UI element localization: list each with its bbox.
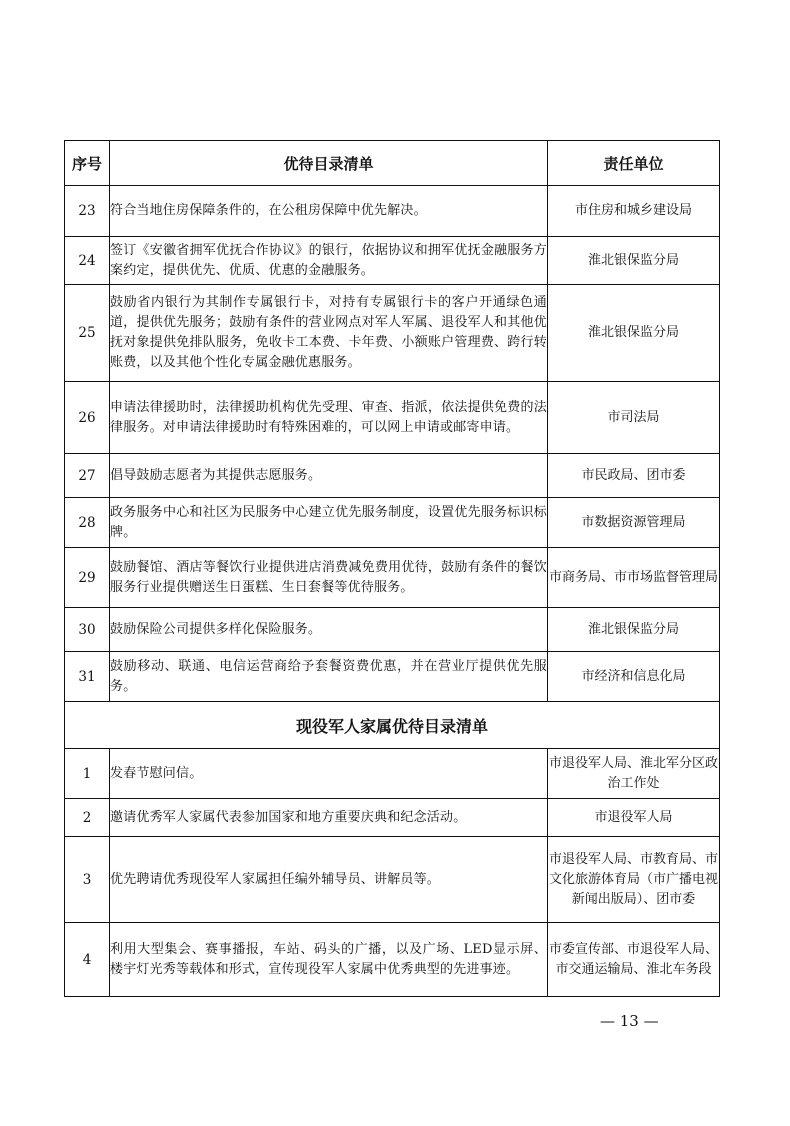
- row-number: 26: [65, 382, 110, 454]
- row-number: 27: [65, 454, 110, 498]
- table-row: [65, 285, 720, 382]
- row-unit: 淮北银保监分局: [548, 237, 720, 285]
- row-number: 23: [65, 186, 110, 237]
- row-number: 25: [65, 285, 110, 382]
- row-unit: 市商务局、市市场监督管理局: [548, 548, 720, 608]
- row-item: 签订《安徽省拥军优抚合作协议》的银行，依据协议和拥军优抚金融服务方案约定，提供优先、优质、优惠的金融服务。: [110, 237, 548, 285]
- row-item: 鼓励餐馆、酒店等餐饮行业提供进店消费减免费用优待，鼓励有条件的餐饮服务行业提供赠送生日蛋糕、生日套餐等优待服务。: [110, 548, 548, 608]
- row-item: 符合当地住房保障条件的，在公租房保障中优先解决。: [110, 186, 548, 237]
- row-number: 4: [65, 923, 110, 997]
- row-unit: 市退役军人局: [548, 799, 720, 837]
- row-unit: 市退役军人局、淮北军分区政治工作处: [548, 749, 720, 799]
- row-unit: 市住房和城乡建设局: [548, 186, 720, 237]
- section-header-row: [65, 702, 720, 749]
- row-unit: 市经济和信息化局: [548, 652, 720, 702]
- row-number: 3: [65, 837, 110, 923]
- header-item: 优待目录清单: [110, 141, 548, 186]
- row-unit: 市委宣传部、市退役军人局、市交通运输局、淮北车务段: [548, 923, 720, 997]
- table-row: [65, 923, 720, 997]
- header-unit: 责任单位: [548, 141, 720, 186]
- table-row: [65, 498, 720, 548]
- row-unit: 市退役军人局、市教育局、市文化旅游体育局（市广播电视新闻出版局）、团市委: [548, 837, 720, 923]
- row-unit: 市民政局、团市委: [548, 454, 720, 498]
- row-item: 邀请优秀军人家属代表参加国家和地方重要庆典和纪念活动。: [110, 799, 548, 837]
- table-row: [65, 749, 720, 799]
- row-item: 申请法律援助时，法律援助机构优先受理、审查、指派，依法提供免费的法律服务。对申请法律援助时有特殊困难的，可以网上申请或邮寄申请。: [110, 382, 548, 454]
- row-item: 鼓励移动、联通、电信运营商给予套餐资费优惠，并在营业厅提供优先服务。: [110, 652, 548, 702]
- table-row: [65, 382, 720, 454]
- table-row: [65, 237, 720, 285]
- table-row: [65, 186, 720, 237]
- table-row: [65, 799, 720, 837]
- preferential-list-table: [64, 140, 720, 997]
- row-number: 2: [65, 799, 110, 837]
- row-item: 利用大型集会、赛事播报，车站、码头的广播，以及广场、LED显示屏、楼宇灯光秀等载体和形式，宣传现役军人家属中优秀典型的先进事迹。: [110, 923, 548, 997]
- row-item: 倡导鼓励志愿者为其提供志愿服务。: [110, 454, 548, 498]
- row-unit: 淮北银保监分局: [548, 608, 720, 652]
- table-row: [65, 608, 720, 652]
- row-number: 31: [65, 652, 110, 702]
- table-header-row: [65, 141, 720, 186]
- row-unit: 市司法局: [548, 382, 720, 454]
- header-serial: 序号: [65, 141, 110, 186]
- row-item: 鼓励保险公司提供多样化保险服务。: [110, 608, 548, 652]
- table-row: [65, 837, 720, 923]
- section-title: 现役军人家属优待目录清单: [65, 702, 720, 749]
- row-item: 优先聘请优秀现役军人家属担任编外辅导员、讲解员等。: [110, 837, 548, 923]
- row-unit: 市数据资源管理局: [548, 498, 720, 548]
- page-number: — 13 —: [600, 1012, 659, 1030]
- row-number: 1: [65, 749, 110, 799]
- row-number: 29: [65, 548, 110, 608]
- table-row: [65, 652, 720, 702]
- row-item: 鼓励省内银行为其制作专属银行卡，对持有专属银行卡的客户开通绿色通道，提供优先服务；鼓励有条件的营业网点对军人军属、退役军人和其他优抚对象提供免排队服务，免收卡工本费、卡年费、小额账户管理费、跨行转账费，以及其他个性化专属金融优惠服务。: [110, 285, 548, 382]
- row-number: 24: [65, 237, 110, 285]
- row-number: 30: [65, 608, 110, 652]
- table-row: [65, 548, 720, 608]
- row-item: 政务服务中心和社区为民服务中心建立优先服务制度，设置优先服务标识标牌。: [110, 498, 548, 548]
- row-item: 发春节慰问信。: [110, 749, 548, 799]
- row-number: 28: [65, 498, 110, 548]
- row-unit: 淮北银保监分局: [548, 285, 720, 382]
- table-row: [65, 454, 720, 498]
